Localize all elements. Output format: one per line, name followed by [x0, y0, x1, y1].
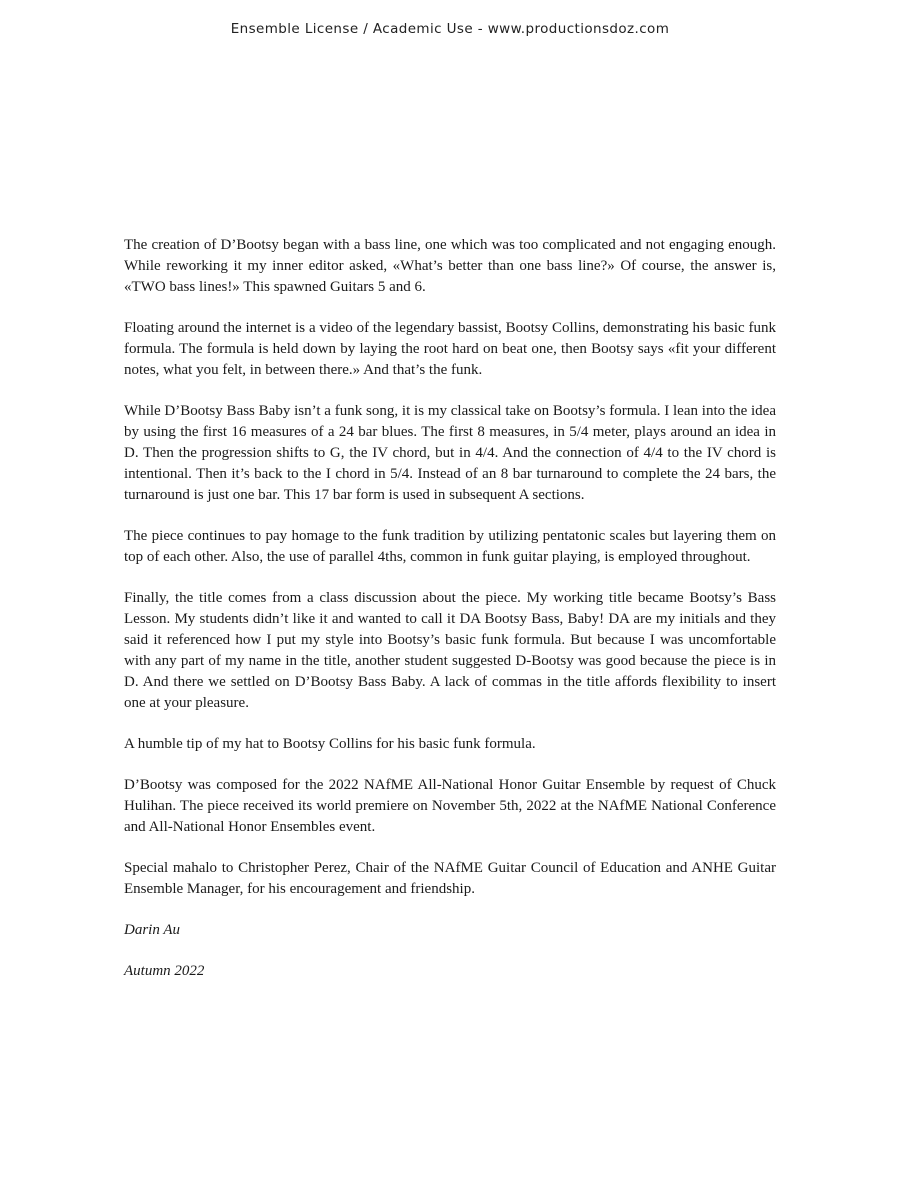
signature-date: Autumn 2022 [124, 963, 205, 979]
paragraph-form: While D’Bootsy Bass Baby isn’t a funk song, it is my classical take on Bootsy’s formula. I lean into the idea by using the first 16 measures of a 24 bar blues. The first 8 measures, in 5/4 meter, plays around an idea in D. Then the progression shifts to G, the IV chord, but in 4/4. And the connection of 4/4 to the IV chord is intentional. Then it’s back to the I chord in 5/4. Instead of an 8 bar turnaround to complete the 24 bars, the turnaround is just one bar. This 17 bar form is used in subsequent A sections. [124, 403, 776, 503]
paragraph-premiere: D’Bootsy was composed for the 2022 NAfME All-National Honor Guitar Ensemble by request of Chuck Hulihan. The piece received its world premiere on November 5th, 2022 at the NAfME National Conference and All-National Honor Ensembles event. [124, 777, 776, 835]
license-header: Ensemble License / Academic Use - www.productionsdoz.com [230, 21, 670, 37]
paragraph-thanks: Special mahalo to Christopher Perez, Chair of the NAfME Guitar Council of Education and ANHE Guitar Ensemble Manager, for his encouragement and friendship. [124, 860, 776, 897]
paragraph-tribute: A humble tip of my hat to Bootsy Collins for his basic funk formula. [124, 736, 536, 752]
program-notes [124, 235, 776, 1002]
paragraph-pentatonic: The piece continues to pay homage to the funk tradition by utilizing pentatonic scales but layering them on top of each other. Also, the use of parallel 4ths, common in funk guitar playing, is employed throughout. [124, 528, 776, 565]
paragraph-title-origin: Finally, the title comes from a class discussion about the piece. My working title became Bootsy’s Bass Lesson. My students didn’t like it and wanted to call it DA Bootsy Bass, Baby! DA are my initials and they said it referenced how I put my style into Bootsy’s basic funk formula. But because I was uncomfortable with any part of my name in the title, another student suggested D-Bootsy was good because the piece is in D. And there we settled on D’Bootsy Bass Baby. A lack of commas in the title affords flexibility to insert one at your pleasure. [124, 590, 776, 711]
paragraph-funk-formula: Floating around the internet is a video of the legendary bassist, Bootsy Collins, demonstrating his basic funk formula. The formula is held down by laying the root hard on beat one, then Bootsy says «fit your different notes, what you felt, in between there.» And that’s the funk. [124, 320, 776, 378]
paragraph-bass-lines: The creation of D’Bootsy began with a bass line, one which was too complicated and not engaging enough. While reworking it my inner editor asked, «What’s better than one bass line?» Of course, the answer is, «TWO bass lines!» This spawned Guitars 5 and 6. [124, 237, 776, 295]
signature-author: Darin Au [124, 922, 180, 938]
